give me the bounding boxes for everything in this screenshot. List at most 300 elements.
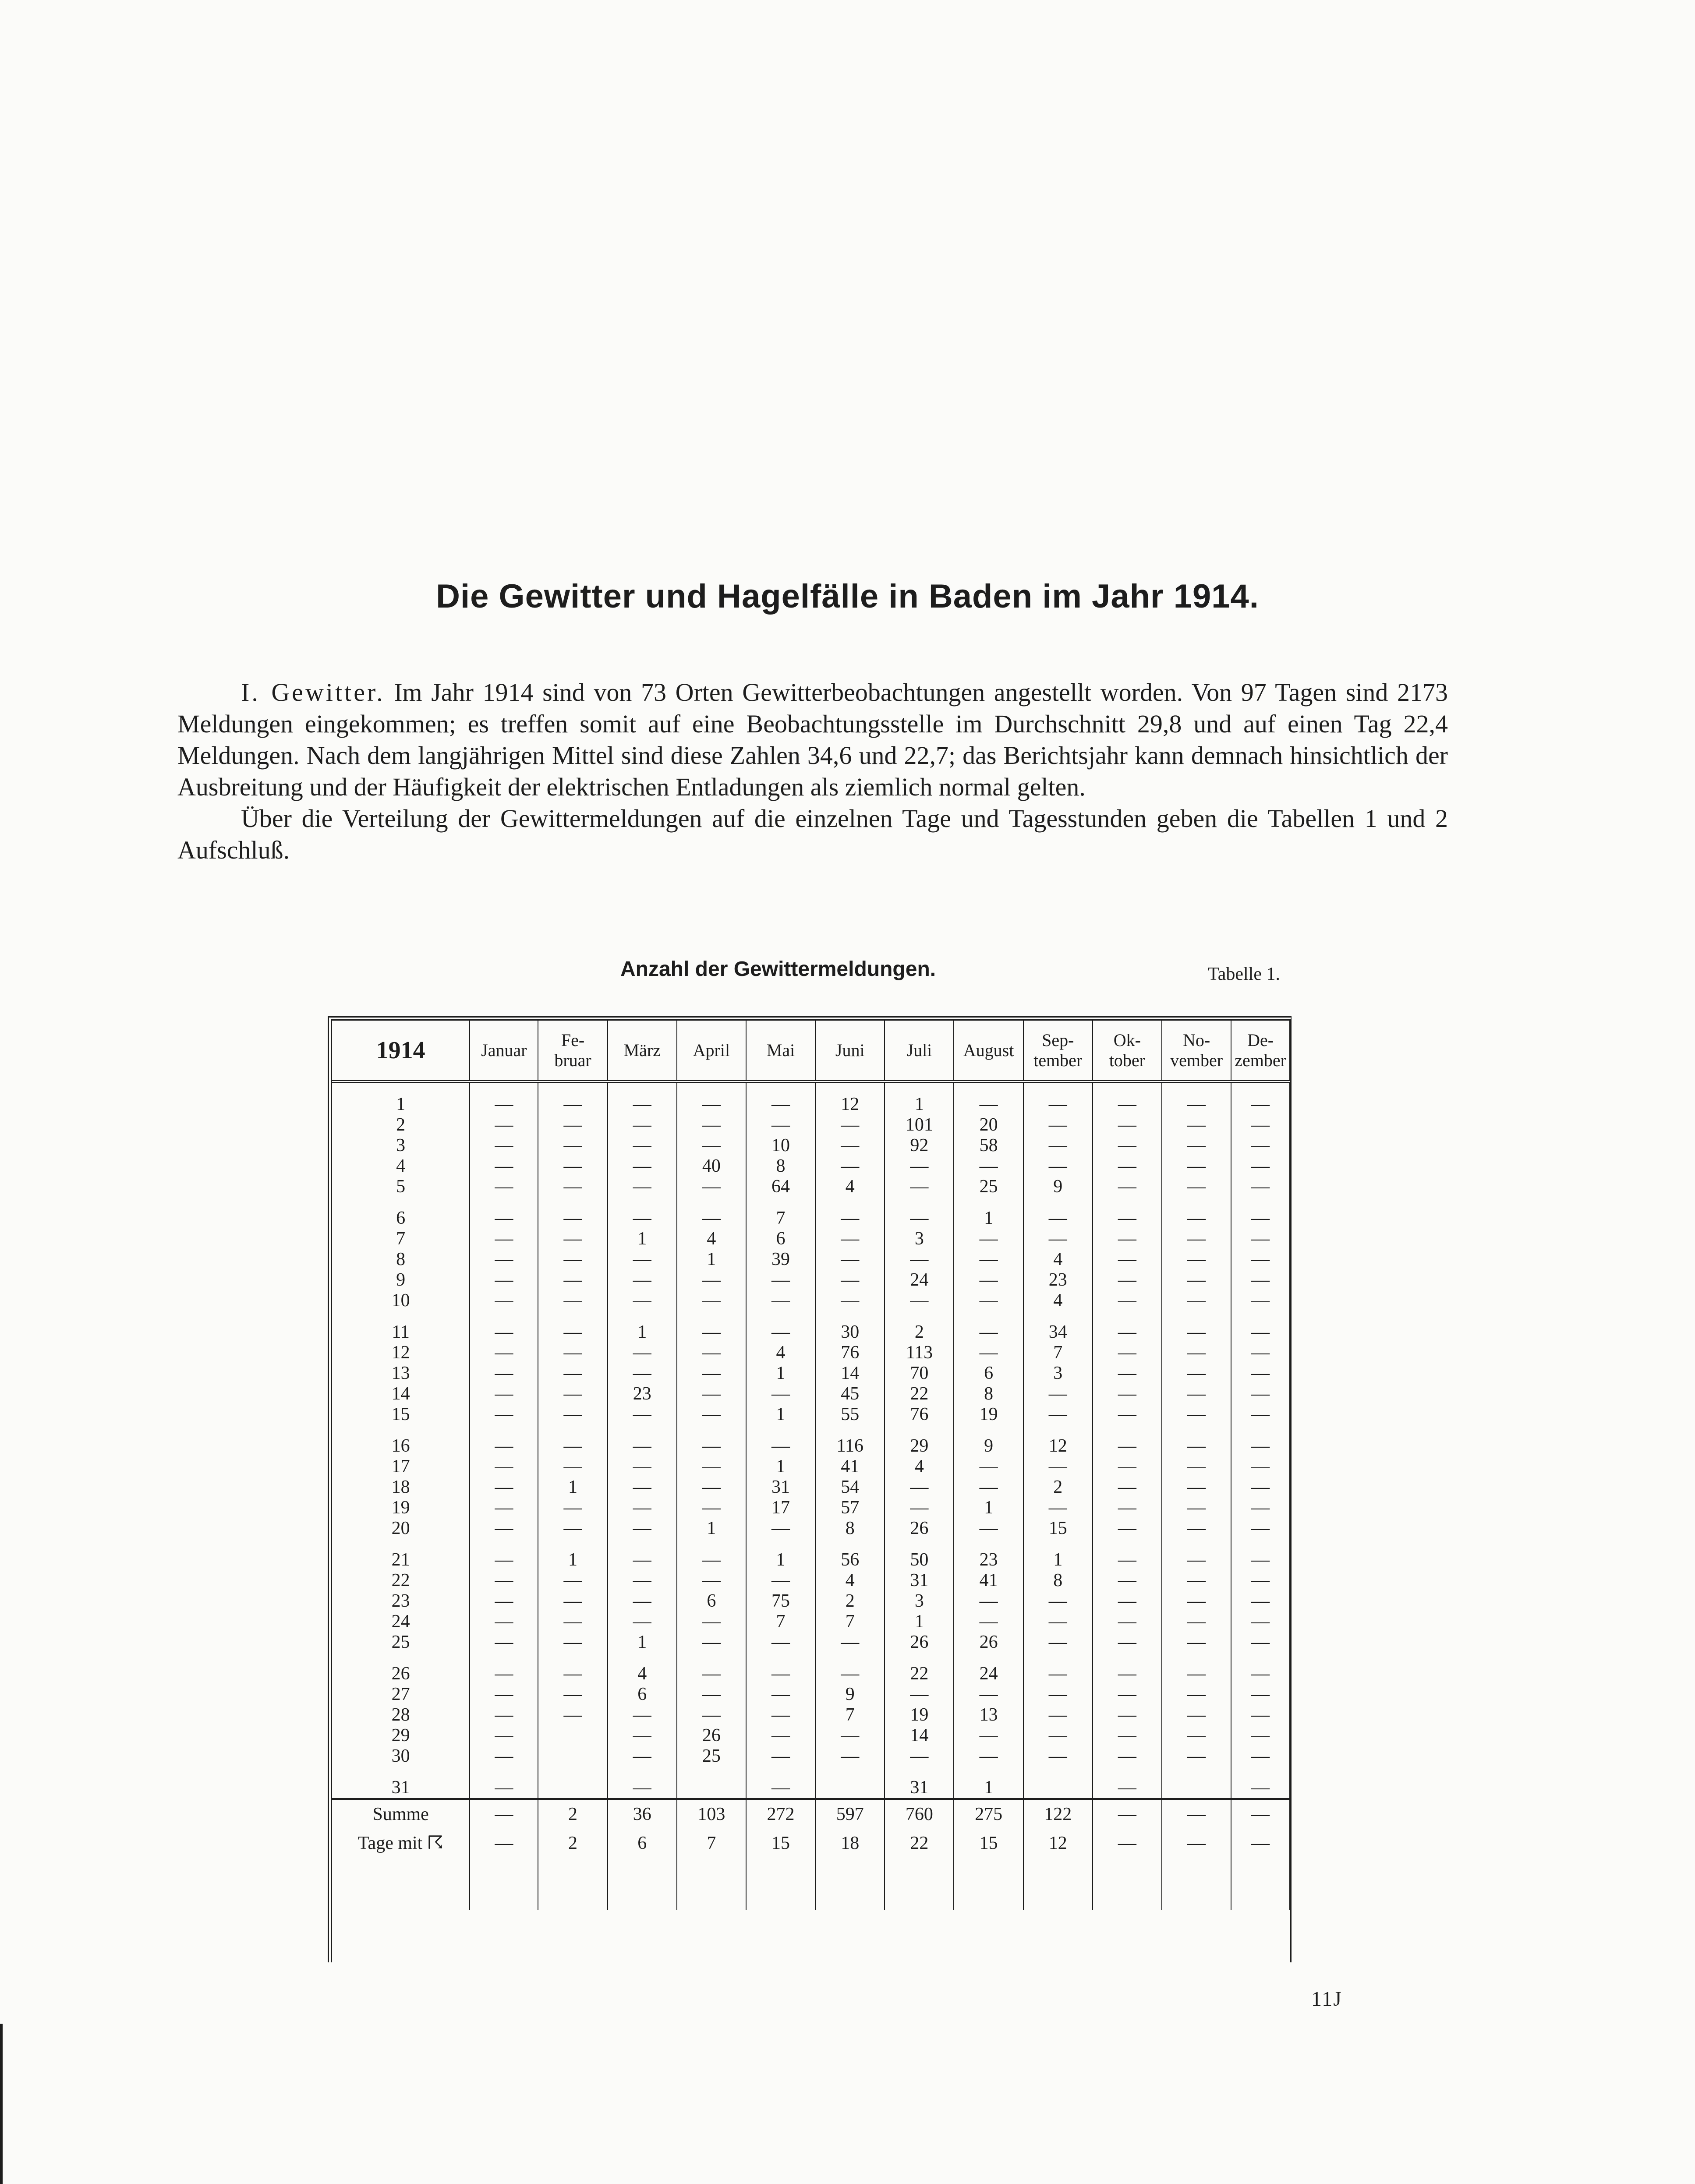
table-cell: — — [1162, 1550, 1231, 1570]
table-cell: 1 — [538, 1477, 607, 1498]
spacer-cell — [677, 1425, 746, 1436]
table-cell: — — [1093, 1363, 1162, 1384]
table-cell: — — [1093, 1518, 1162, 1539]
table-cell: — — [1162, 1290, 1231, 1311]
table-cell — [677, 1778, 746, 1799]
table-cell: — — [1023, 1591, 1093, 1611]
table-cell: — — [538, 1436, 607, 1456]
table-cell: — — [538, 1270, 607, 1290]
table-cell: 1 — [746, 1404, 815, 1425]
table-cell: 12 — [1023, 1829, 1093, 1858]
spacer-cell — [1093, 1311, 1162, 1322]
table-cell: — — [954, 1290, 1023, 1311]
table-cell: — — [1093, 1177, 1162, 1197]
table-cell: — — [470, 1290, 538, 1311]
table-cell: 1 — [746, 1550, 815, 1570]
table-cell: 4 — [746, 1343, 815, 1363]
spacer-cell — [815, 1425, 885, 1436]
table-cell: — — [538, 1664, 607, 1684]
table-cell: — — [1093, 1705, 1162, 1725]
table-cell: — — [1162, 1725, 1231, 1746]
table-cell: 1 — [608, 1632, 677, 1653]
table-cell: — — [470, 1270, 538, 1290]
table-cell: 64 — [746, 1177, 815, 1197]
table-cell: 1 — [608, 1229, 677, 1249]
table-cell: — — [1093, 1498, 1162, 1518]
table-cell: — — [677, 1322, 746, 1343]
spacer-cell — [470, 1197, 538, 1208]
table-cell: 1 — [885, 1611, 954, 1632]
table-cell: 22 — [885, 1829, 954, 1858]
table-cell: — — [538, 1570, 607, 1591]
row-label: 17 — [332, 1456, 470, 1477]
table-cell: — — [608, 1778, 677, 1799]
table-cell: 23 — [954, 1550, 1023, 1570]
spacer-cell — [746, 1425, 815, 1436]
table-cell: — — [746, 1115, 815, 1135]
table-cell: 24 — [885, 1270, 954, 1290]
table-cell: — — [1162, 1632, 1231, 1653]
table-cell: — — [538, 1229, 607, 1249]
table-row — [332, 1229, 1290, 1249]
table-cell: — — [1231, 1115, 1290, 1135]
spacer-cell — [608, 1653, 677, 1664]
table-cell: — — [815, 1229, 885, 1249]
table-cell: — — [677, 1456, 746, 1477]
table-cell: 55 — [815, 1404, 885, 1425]
table-cell: — — [538, 1456, 607, 1477]
spacer-cell — [885, 1767, 954, 1778]
table-row — [332, 1363, 1290, 1384]
table-cell: 30 — [815, 1322, 885, 1343]
table-cell: — — [815, 1725, 885, 1746]
table-cell: — — [1162, 1156, 1231, 1177]
tage-row — [332, 1829, 1290, 1858]
spacer-cell — [608, 1311, 677, 1322]
table-cell: — — [954, 1270, 1023, 1290]
table-cell: — — [538, 1632, 607, 1653]
table-cell: 4 — [1023, 1290, 1093, 1311]
spacer-cell — [1162, 1425, 1231, 1436]
table-cell: — — [1231, 1208, 1290, 1229]
table-cell: 26 — [677, 1725, 746, 1746]
table-cell: 6 — [608, 1829, 677, 1858]
table-cell: 1 — [954, 1208, 1023, 1229]
table-cell: — — [746, 1705, 815, 1725]
table-cell: — — [1162, 1404, 1231, 1425]
table-cell: — — [1093, 1746, 1162, 1767]
table-cell: — — [608, 1611, 677, 1632]
spacer-cell — [1023, 1539, 1093, 1550]
spacer-cell — [885, 1539, 954, 1550]
table-cell: — — [1162, 1829, 1231, 1858]
table-row — [332, 1177, 1290, 1197]
table-cell: — — [1162, 1477, 1231, 1498]
table-row — [332, 1498, 1290, 1518]
table-cell: — — [1023, 1684, 1093, 1705]
table-cell: — — [1231, 1343, 1290, 1363]
table-cell: 7 — [815, 1611, 885, 1632]
table-cell: — — [1231, 1591, 1290, 1611]
table-cell: — — [538, 1705, 607, 1725]
table-cell: — — [1023, 1498, 1093, 1518]
table-row — [332, 1477, 1290, 1498]
table-cell: — — [677, 1705, 746, 1725]
table-cell: — — [470, 1384, 538, 1404]
spacer-cell — [815, 1653, 885, 1664]
row-label: 13 — [332, 1363, 470, 1384]
table-row — [332, 1290, 1290, 1311]
table-cell: 7 — [746, 1208, 815, 1229]
table-cell: 4 — [677, 1229, 746, 1249]
table-cell: — — [1162, 1611, 1231, 1632]
table-cell: 54 — [815, 1477, 885, 1498]
row-label: 19 — [332, 1498, 470, 1518]
table-cell: — — [470, 1322, 538, 1343]
spacer-cell — [1162, 1539, 1231, 1550]
table-cell: — — [1231, 1229, 1290, 1249]
spacer-cell — [608, 1197, 677, 1208]
table-cell: — — [608, 1570, 677, 1591]
month-header: Januar — [470, 1021, 538, 1081]
table-cell: 12 — [815, 1094, 885, 1115]
spacer-cell — [1093, 1081, 1162, 1094]
table-cell: — — [954, 1591, 1023, 1611]
spacer-cell — [1023, 1197, 1093, 1208]
month-header: August — [954, 1021, 1023, 1081]
table-cell: 76 — [815, 1343, 885, 1363]
table-cell: — — [1162, 1746, 1231, 1767]
table-cell: — — [1023, 1135, 1093, 1156]
table-cell: — — [470, 1684, 538, 1705]
filler-cell — [538, 1858, 607, 1910]
table-cell: — — [608, 1363, 677, 1384]
table-cell: 1 — [885, 1094, 954, 1115]
table-cell: — — [1093, 1270, 1162, 1290]
table-cell: 14 — [885, 1725, 954, 1746]
table-cell: — — [746, 1664, 815, 1684]
table-cell: 18 — [815, 1829, 885, 1858]
table-cell: — — [1023, 1456, 1093, 1477]
table-row — [332, 1156, 1290, 1177]
table-cell: — — [1023, 1725, 1093, 1746]
table-cell — [538, 1746, 607, 1767]
table-row — [332, 1570, 1290, 1591]
table-cell: — — [1162, 1343, 1231, 1363]
spacer-cell — [470, 1081, 538, 1094]
table-cell: — — [1093, 1684, 1162, 1705]
table-cell: — — [1231, 1477, 1290, 1498]
table-cell: 1 — [677, 1518, 746, 1539]
table-cell: — — [470, 1518, 538, 1539]
table-cell: — — [1162, 1518, 1231, 1539]
table-cell: — — [1231, 1384, 1290, 1404]
summe-row — [332, 1799, 1290, 1829]
row-label: 10 — [332, 1290, 470, 1311]
table-cell: — — [538, 1115, 607, 1135]
row-label: 9 — [332, 1270, 470, 1290]
table-cell: — — [885, 1208, 954, 1229]
table-cell: — — [746, 1270, 815, 1290]
spacer-cell — [677, 1081, 746, 1094]
table-cell: — — [815, 1156, 885, 1177]
spacer-cell — [1162, 1197, 1231, 1208]
table-row — [332, 1591, 1290, 1611]
table-cell: — — [954, 1611, 1023, 1632]
table-row — [332, 1249, 1290, 1270]
table-cell: — — [1162, 1229, 1231, 1249]
table-cell: 8 — [815, 1518, 885, 1539]
table-cell: 1 — [1023, 1550, 1093, 1570]
table-row — [332, 1384, 1290, 1404]
data-table — [332, 1021, 1290, 1910]
month-header: März — [608, 1021, 677, 1081]
month-header: De- zember — [1231, 1021, 1290, 1081]
table-cell: — — [608, 1094, 677, 1115]
row-label: 5 — [332, 1177, 470, 1197]
table-cell: — — [1023, 1384, 1093, 1404]
spacer-cell — [332, 1197, 470, 1208]
table-cell: — — [954, 1156, 1023, 1177]
table-cell — [1162, 1778, 1231, 1799]
table-cell — [538, 1725, 607, 1746]
row-label: 30 — [332, 1746, 470, 1767]
table-cell: 3 — [885, 1229, 954, 1249]
row-label: 27 — [332, 1684, 470, 1705]
table-cell — [1023, 1778, 1093, 1799]
table-cell: — — [1093, 1778, 1162, 1799]
filler-cell — [608, 1858, 677, 1910]
row-label: 6 — [332, 1208, 470, 1229]
row-label: 26 — [332, 1664, 470, 1684]
filler-cell — [954, 1858, 1023, 1910]
row-label: 7 — [332, 1229, 470, 1249]
spacer-cell — [677, 1539, 746, 1550]
table-cell: — — [677, 1550, 746, 1570]
table-cell: — — [1093, 1115, 1162, 1135]
table-cell: — — [1093, 1290, 1162, 1311]
spacer-cell — [815, 1539, 885, 1550]
spacer-cell — [1231, 1197, 1290, 1208]
table-cell: — — [815, 1208, 885, 1229]
table-cell: 4 — [815, 1177, 885, 1197]
table-cell: — — [954, 1322, 1023, 1343]
table-cell: 4 — [1023, 1249, 1093, 1270]
table-cell: — — [1023, 1115, 1093, 1135]
table-cell: 76 — [885, 1404, 954, 1425]
table-cell: — — [1023, 1611, 1093, 1632]
spacer-cell — [332, 1311, 470, 1322]
table-row — [332, 1270, 1290, 1290]
table-cell: — — [1093, 1456, 1162, 1477]
row-label: 29 — [332, 1725, 470, 1746]
table-cell: 1 — [538, 1550, 607, 1570]
table-cell: — — [470, 1829, 538, 1858]
table-cell: — — [815, 1249, 885, 1270]
table-cell: — — [1162, 1570, 1231, 1591]
row-label: 4 — [332, 1156, 470, 1177]
table-cell: 29 — [885, 1436, 954, 1456]
table-cell: — — [608, 1290, 677, 1311]
table-cell: 4 — [885, 1456, 954, 1477]
table-cell: — — [470, 1156, 538, 1177]
spacer-cell — [1231, 1311, 1290, 1322]
spacer-cell — [332, 1767, 470, 1778]
table-row — [332, 1611, 1290, 1632]
table-cell: — — [746, 1322, 815, 1343]
table-cell: — — [746, 1778, 815, 1799]
spacer-cell — [1023, 1081, 1093, 1094]
table-cell: — — [1093, 1156, 1162, 1177]
spacer-row — [332, 1197, 1290, 1208]
table-cell: — — [470, 1550, 538, 1570]
row-label: 11 — [332, 1322, 470, 1343]
table-cell: — — [1231, 1664, 1290, 1684]
spacer-cell — [1231, 1539, 1290, 1550]
table-cell: 31 — [885, 1778, 954, 1799]
spacer-cell — [1023, 1425, 1093, 1436]
month-header: Fe- bruar — [538, 1021, 607, 1081]
spacer-cell — [1162, 1653, 1231, 1664]
table-caption: Anzahl der Gewittermeldungen. — [620, 958, 936, 981]
table-cell: — — [677, 1498, 746, 1518]
table-cell: — — [677, 1094, 746, 1115]
table-cell: — — [677, 1290, 746, 1311]
table-cell: — — [538, 1363, 607, 1384]
table-cell: — — [538, 1208, 607, 1229]
table-row — [332, 1705, 1290, 1725]
table-cell: 8 — [746, 1156, 815, 1177]
table-row — [332, 1632, 1290, 1653]
table-cell: — — [1231, 1363, 1290, 1384]
row-label: 20 — [332, 1518, 470, 1539]
table-cell: — — [1162, 1135, 1231, 1156]
table-cell: — — [746, 1570, 815, 1591]
table-row — [332, 1436, 1290, 1456]
table-cell: — — [538, 1384, 607, 1404]
table-cell: — — [538, 1135, 607, 1156]
table-cell: — — [470, 1632, 538, 1653]
spacer-row — [332, 1539, 1290, 1550]
spacer-cell — [815, 1081, 885, 1094]
table-cell: — — [470, 1799, 538, 1829]
spacer-cell — [1162, 1081, 1231, 1094]
table-cell: 50 — [885, 1550, 954, 1570]
table-cell: — — [608, 1518, 677, 1539]
table-cell: 26 — [885, 1518, 954, 1539]
table-cell: — — [677, 1684, 746, 1705]
spacer-cell — [885, 1425, 954, 1436]
spacer-cell — [1162, 1311, 1231, 1322]
table-cell: — — [1231, 1829, 1290, 1858]
table-cell: — — [1231, 1156, 1290, 1177]
spacer-cell — [815, 1197, 885, 1208]
table-cell: — — [538, 1156, 607, 1177]
table-cell: 15 — [746, 1829, 815, 1858]
table-cell: 41 — [954, 1570, 1023, 1591]
spacer-cell — [1093, 1653, 1162, 1664]
table-cell: 1 — [608, 1322, 677, 1343]
page-marker: 11J — [1311, 1987, 1342, 2011]
table-cell: — — [1231, 1684, 1290, 1705]
table-cell: — — [608, 1550, 677, 1570]
month-header: Ok- tober — [1093, 1021, 1162, 1081]
table-cell: — — [1231, 1135, 1290, 1156]
table-cell: — — [885, 1249, 954, 1270]
table-cell: — — [608, 1746, 677, 1767]
table-cell: — — [677, 1208, 746, 1229]
paragraph-2: Über die Verteilung der Gewittermeldungen auf die einzelnen Tage und Tagesstunden geben die Tabellen 1 und 2 Aufschluß. — [177, 804, 1448, 864]
spacer-cell — [608, 1425, 677, 1436]
table-cell: — — [538, 1591, 607, 1611]
table-cell: — — [1231, 1705, 1290, 1725]
spacer-row — [332, 1081, 1290, 1094]
table-cell: 1 — [954, 1778, 1023, 1799]
table-cell: — — [885, 1290, 954, 1311]
table-cell: 2 — [538, 1799, 607, 1829]
table-cell: — — [815, 1115, 885, 1135]
table-cell: — — [1093, 1664, 1162, 1684]
table-row — [332, 1684, 1290, 1705]
table-cell: — — [1093, 1477, 1162, 1498]
table-row — [332, 1456, 1290, 1477]
header-row — [332, 1021, 1290, 1081]
table-cell: — — [746, 1518, 815, 1539]
table-cell: 92 — [885, 1135, 954, 1156]
spacer-cell — [470, 1653, 538, 1664]
table-cell: — — [1231, 1570, 1290, 1591]
table-cell: — — [885, 1684, 954, 1705]
table-row — [332, 1518, 1290, 1539]
table-cell: — — [470, 1249, 538, 1270]
year-header: 1914 — [332, 1021, 470, 1081]
row-label: 18 — [332, 1477, 470, 1498]
table-cell: — — [1023, 1664, 1093, 1684]
table-cell: — — [470, 1436, 538, 1456]
table-cell: — — [470, 1705, 538, 1725]
table-cell: — — [1093, 1404, 1162, 1425]
table-cell: — — [885, 1177, 954, 1197]
table-cell: — — [746, 1290, 815, 1311]
table-cell: — — [1162, 1684, 1231, 1705]
table-row — [332, 1208, 1290, 1229]
table-cell: 6 — [954, 1363, 1023, 1384]
spacer-cell — [815, 1767, 885, 1778]
table-cell: — — [746, 1436, 815, 1456]
table-cell: — — [608, 1404, 677, 1425]
table-cell: — — [677, 1177, 746, 1197]
table-cell: — — [885, 1156, 954, 1177]
spacer-cell — [954, 1197, 1023, 1208]
spacer-cell — [332, 1425, 470, 1436]
spacer-cell — [1093, 1197, 1162, 1208]
table-cell: 3 — [1023, 1363, 1093, 1384]
table-cell: — — [470, 1229, 538, 1249]
table-cell: — — [677, 1632, 746, 1653]
month-header: Juli — [885, 1021, 954, 1081]
table-cell: — — [746, 1684, 815, 1705]
spacer-row — [332, 1767, 1290, 1778]
table-cell: — — [608, 1156, 677, 1177]
spacer-cell — [1231, 1425, 1290, 1436]
spacer-cell — [1093, 1539, 1162, 1550]
filler-cell — [470, 1858, 538, 1910]
row-label: 22 — [332, 1570, 470, 1591]
table-cell: 8 — [954, 1384, 1023, 1404]
table-cell: — — [1231, 1498, 1290, 1518]
table-cell: — — [1162, 1591, 1231, 1611]
spacer-cell — [677, 1767, 746, 1778]
